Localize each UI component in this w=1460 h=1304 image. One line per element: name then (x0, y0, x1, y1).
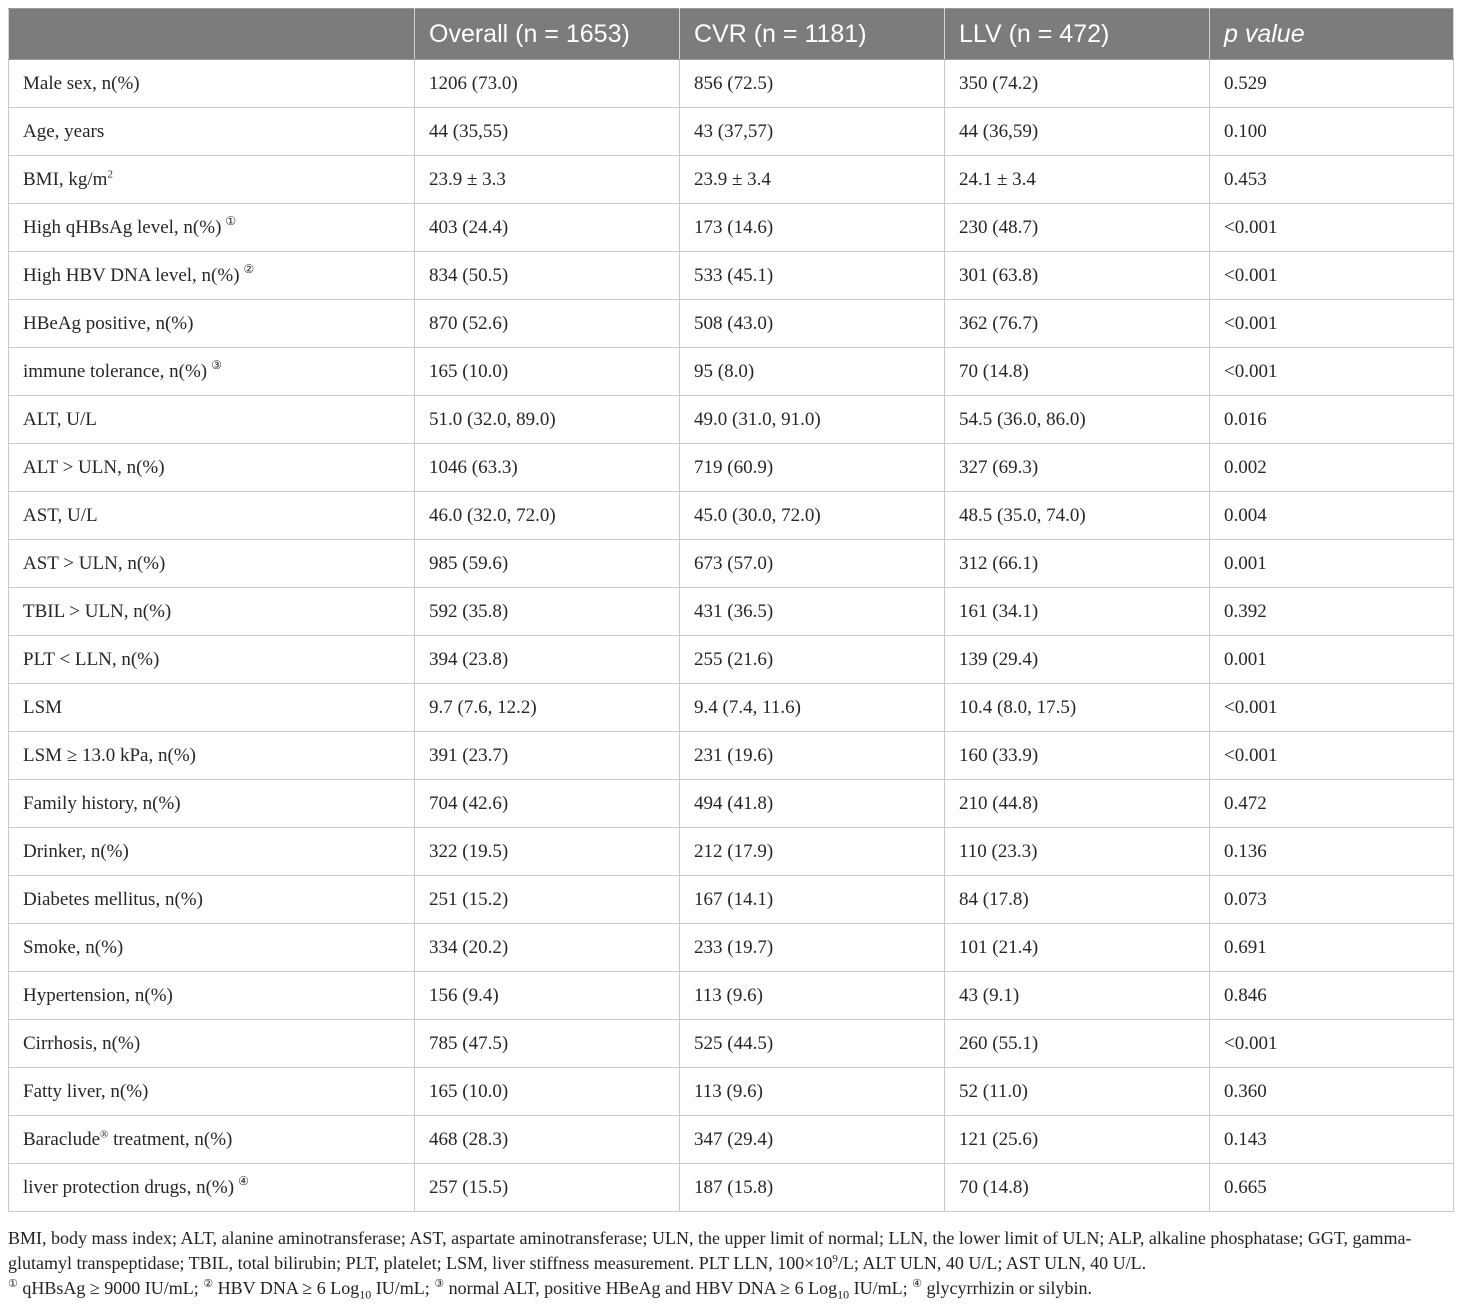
row-label-text: Hypertension, n(%) (23, 984, 173, 1006)
footnote-marker: ③ (211, 358, 222, 373)
row-label (9, 252, 415, 300)
cell-cvr: 113 (9.6) (680, 1068, 945, 1116)
cell-cvr: 233 (19.7) (680, 924, 945, 972)
table-row (9, 1164, 1454, 1212)
header-variable (9, 9, 415, 60)
cell-p-value: 0.691 (1210, 924, 1454, 972)
table-row (9, 636, 1454, 684)
cell-p-value: <0.001 (1210, 300, 1454, 348)
cell-p-value: 0.001 (1210, 540, 1454, 588)
cell-cvr: 187 (15.8) (680, 1164, 945, 1212)
cell-p-value: 0.100 (1210, 108, 1454, 156)
row-label-superscript: ® (100, 1128, 109, 1141)
footnote-marker-3: ③ (434, 1278, 445, 1290)
header-p-value: p value (1210, 9, 1454, 60)
row-label-text: HBeAg positive, n(%) (23, 312, 194, 334)
cell-cvr: 43 (37,57) (680, 108, 945, 156)
cell-overall: 257 (15.5) (415, 1164, 680, 1212)
cell-p-value: 0.529 (1210, 60, 1454, 108)
row-label-text: liver protection drugs, n(%) (23, 1176, 235, 1198)
row-label (9, 636, 415, 684)
baseline-characteristics-table-container (8, 8, 1453, 1212)
table-row (9, 252, 1454, 300)
footnote-text-2-end: IU/mL; (371, 1278, 435, 1298)
table-row (9, 540, 1454, 588)
cell-overall: 46.0 (32.0, 72.0) (415, 492, 680, 540)
cell-llv: 43 (9.1) (945, 972, 1210, 1020)
cell-cvr: 212 (17.9) (680, 828, 945, 876)
footnote-marker: ② (243, 262, 255, 277)
cell-p-value: <0.001 (1210, 204, 1454, 252)
header-overall: Overall (n = 1653) (415, 9, 680, 60)
table-row (9, 108, 1454, 156)
cell-overall: 1046 (63.3) (415, 444, 680, 492)
table-row (9, 348, 1454, 396)
table-row (9, 876, 1454, 924)
marker-definitions-note (8, 1276, 1453, 1301)
row-label-text: Baraclude (23, 1128, 101, 1150)
row-label (9, 156, 415, 204)
row-label-text: AST, U/L (23, 504, 98, 526)
cell-p-value: <0.001 (1210, 348, 1454, 396)
cell-overall: 165 (10.0) (415, 1068, 680, 1116)
table-row (9, 972, 1454, 1020)
table-row (9, 396, 1454, 444)
cell-p-value: 0.002 (1210, 444, 1454, 492)
table-row (9, 1068, 1454, 1116)
cell-p-value: 0.143 (1210, 1116, 1454, 1164)
header-cvr: CVR (n = 1181) (680, 9, 945, 60)
row-label (9, 1116, 415, 1164)
cell-p-value: <0.001 (1210, 732, 1454, 780)
abbreviations-text: BMI, body mass index; ALT, alanine aminotransferase; AST, aspartate aminotransferase; ULN, the upper limit of normal; LLN, the lower limit of ULN; ALP, alkaline phosphatase; GGT, gamma-glutamyl transpeptidase; TBIL, total bilirubin; PLT, platelet; LSM, liver stiffness measurement. PLT LLN, 100×10 (8, 1228, 1412, 1273)
exponent: 9 (832, 1253, 838, 1265)
cell-p-value: 0.392 (1210, 588, 1454, 636)
cell-llv: 70 (14.8) (945, 1164, 1210, 1212)
row-label-text: ALT, U/L (23, 408, 97, 430)
cell-overall: 394 (23.8) (415, 636, 680, 684)
row-label-text: Family history, n(%) (23, 792, 181, 814)
cell-p-value: 0.360 (1210, 1068, 1454, 1116)
row-label-text: Drinker, n(%) (23, 840, 129, 862)
table-row (9, 60, 1454, 108)
row-label (9, 1020, 415, 1068)
cell-cvr: 23.9 ± 3.4 (680, 156, 945, 204)
cell-llv: 101 (21.4) (945, 924, 1210, 972)
cell-llv: 52 (11.0) (945, 1068, 1210, 1116)
abbreviations-text-end: /L; ALT ULN, 40 U/L; AST ULN, 40 U/L. (837, 1253, 1147, 1273)
cell-llv: 24.1 ± 3.4 (945, 156, 1210, 204)
table-header-row (9, 9, 1454, 60)
cell-overall: 985 (59.6) (415, 540, 680, 588)
cell-overall: 592 (35.8) (415, 588, 680, 636)
cell-overall: 870 (52.6) (415, 300, 680, 348)
cell-llv: 84 (17.8) (945, 876, 1210, 924)
log-subscript: 10 (837, 1287, 850, 1302)
row-label (9, 396, 415, 444)
cell-llv: 161 (34.1) (945, 588, 1210, 636)
row-label (9, 828, 415, 876)
row-label (9, 60, 415, 108)
row-label-text-tail: treatment, n(%) (108, 1128, 233, 1150)
row-label-text: LSM (23, 696, 63, 718)
table-row (9, 1116, 1454, 1164)
cell-p-value: 0.846 (1210, 972, 1454, 1020)
cell-cvr: 167 (14.1) (680, 876, 945, 924)
cell-llv: 362 (76.7) (945, 300, 1210, 348)
footnote-text-4: glycyrrhizin or silybin. (921, 1278, 1092, 1298)
row-label (9, 1164, 415, 1212)
row-label (9, 492, 415, 540)
table-row (9, 1020, 1454, 1068)
cell-overall: 403 (24.4) (415, 204, 680, 252)
row-label (9, 684, 415, 732)
cell-cvr: 719 (60.9) (680, 444, 945, 492)
footnote-text-3: normal ALT, positive HBeAg and HBV DNA ≥ 6 Log (444, 1278, 838, 1298)
row-label (9, 588, 415, 636)
table-row (9, 780, 1454, 828)
cell-cvr: 49.0 (31.0, 91.0) (680, 396, 945, 444)
cell-overall: 704 (42.6) (415, 780, 680, 828)
row-label-text: Smoke, n(%) (23, 936, 124, 958)
cell-p-value: 0.016 (1210, 396, 1454, 444)
footnote-marker-4: ④ (912, 1278, 922, 1290)
row-label-text: Male sex, n(%) (23, 72, 140, 94)
cell-overall: 156 (9.4) (415, 972, 680, 1020)
table-row (9, 828, 1454, 876)
cell-cvr: 173 (14.6) (680, 204, 945, 252)
cell-llv: 260 (55.1) (945, 1020, 1210, 1068)
cell-overall: 785 (47.5) (415, 1020, 680, 1068)
row-label-text: Fatty liver, n(%) (23, 1080, 149, 1102)
cell-p-value: 0.453 (1210, 156, 1454, 204)
table-footnotes (8, 1226, 1453, 1301)
cell-p-value: 0.665 (1210, 1164, 1454, 1212)
row-label-text: High qHBsAg level, n(%) (23, 216, 222, 238)
table-row (9, 300, 1454, 348)
cell-cvr: 431 (36.5) (680, 588, 945, 636)
row-label-text: PLT < LLN, n(%) (23, 648, 160, 670)
cell-llv: 210 (44.8) (945, 780, 1210, 828)
cell-cvr: 494 (41.8) (680, 780, 945, 828)
cell-llv: 160 (33.9) (945, 732, 1210, 780)
cell-llv: 312 (66.1) (945, 540, 1210, 588)
cell-p-value: 0.001 (1210, 636, 1454, 684)
row-label-text: TBIL > ULN, n(%) (23, 600, 172, 622)
cell-cvr: 347 (29.4) (680, 1116, 945, 1164)
table-row (9, 684, 1454, 732)
footnote-marker: ① (225, 214, 237, 229)
cell-p-value: <0.001 (1210, 252, 1454, 300)
cell-overall: 9.7 (7.6, 12.2) (415, 684, 680, 732)
row-label-text: Age, years (23, 120, 105, 142)
cell-overall: 165 (10.0) (415, 348, 680, 396)
row-label (9, 108, 415, 156)
cell-overall: 23.9 ± 3.3 (415, 156, 680, 204)
cell-llv: 44 (36,59) (945, 108, 1210, 156)
row-label (9, 876, 415, 924)
row-label-text: immune tolerance, n(%) (23, 360, 208, 382)
cell-cvr: 508 (43.0) (680, 300, 945, 348)
row-label-text: AST > ULN, n(%) (23, 552, 166, 574)
cell-llv: 301 (63.8) (945, 252, 1210, 300)
row-label (9, 348, 415, 396)
cell-cvr: 9.4 (7.4, 11.6) (680, 684, 945, 732)
cell-overall: 44 (35,55) (415, 108, 680, 156)
row-label (9, 732, 415, 780)
cell-overall: 468 (28.3) (415, 1116, 680, 1164)
cell-cvr: 673 (57.0) (680, 540, 945, 588)
cell-p-value: <0.001 (1210, 684, 1454, 732)
cell-llv: 54.5 (36.0, 86.0) (945, 396, 1210, 444)
cell-cvr: 95 (8.0) (680, 348, 945, 396)
row-label (9, 540, 415, 588)
row-label (9, 204, 415, 252)
cell-cvr: 533 (45.1) (680, 252, 945, 300)
cell-llv: 110 (23.3) (945, 828, 1210, 876)
cell-overall: 391 (23.7) (415, 732, 680, 780)
cell-llv: 10.4 (8.0, 17.5) (945, 684, 1210, 732)
cell-p-value: 0.472 (1210, 780, 1454, 828)
footnote-text-2: HBV DNA ≥ 6 Log (213, 1278, 360, 1298)
cell-llv: 139 (29.4) (945, 636, 1210, 684)
header-llv: LLV (n = 472) (945, 9, 1210, 60)
table-row (9, 924, 1454, 972)
abbreviations-note (8, 1226, 1453, 1276)
row-label-text: LSM ≥ 13.0 kPa, n(%) (23, 744, 196, 766)
table-row (9, 156, 1454, 204)
row-label (9, 444, 415, 492)
table-row (9, 588, 1454, 636)
row-label (9, 1068, 415, 1116)
table-row (9, 204, 1454, 252)
cell-p-value: 0.073 (1210, 876, 1454, 924)
table-row (9, 444, 1454, 492)
row-label-superscript: 2 (107, 168, 113, 181)
footnote-marker: ④ (238, 1174, 249, 1189)
row-label-text: ALT > ULN, n(%) (23, 456, 165, 478)
cell-overall: 834 (50.5) (415, 252, 680, 300)
cell-overall: 1206 (73.0) (415, 60, 680, 108)
cell-cvr: 45.0 (30.0, 72.0) (680, 492, 945, 540)
cell-p-value: 0.136 (1210, 828, 1454, 876)
table-row (9, 492, 1454, 540)
cell-llv: 230 (48.7) (945, 204, 1210, 252)
table-row (9, 732, 1454, 780)
cell-llv: 327 (69.3) (945, 444, 1210, 492)
footnote-text-3-end: IU/mL; (849, 1278, 913, 1298)
footnote-marker-1: ① (8, 1278, 18, 1290)
cell-p-value: <0.001 (1210, 1020, 1454, 1068)
table-body (9, 60, 1454, 1212)
cell-llv: 350 (74.2) (945, 60, 1210, 108)
log-subscript: 10 (359, 1287, 372, 1302)
cell-llv: 48.5 (35.0, 74.0) (945, 492, 1210, 540)
row-label (9, 924, 415, 972)
row-label-text: Diabetes mellitus, n(%) (23, 888, 203, 910)
cell-overall: 334 (20.2) (415, 924, 680, 972)
cell-cvr: 856 (72.5) (680, 60, 945, 108)
baseline-characteristics-table (8, 8, 1454, 1212)
cell-overall: 51.0 (32.0, 89.0) (415, 396, 680, 444)
cell-p-value: 0.004 (1210, 492, 1454, 540)
row-label-text: BMI, kg/m (23, 168, 108, 190)
row-label (9, 780, 415, 828)
cell-overall: 322 (19.5) (415, 828, 680, 876)
footnote-marker-2: ② (203, 1278, 214, 1290)
cell-cvr: 525 (44.5) (680, 1020, 945, 1068)
cell-cvr: 231 (19.6) (680, 732, 945, 780)
row-label-text: High HBV DNA level, n(%) (23, 264, 240, 286)
row-label-text: Cirrhosis, n(%) (23, 1032, 141, 1054)
cell-cvr: 255 (21.6) (680, 636, 945, 684)
cell-llv: 121 (25.6) (945, 1116, 1210, 1164)
row-label (9, 300, 415, 348)
row-label (9, 972, 415, 1020)
cell-llv: 70 (14.8) (945, 348, 1210, 396)
footnote-text-1: qHBsAg ≥ 9000 IU/mL; (17, 1278, 204, 1298)
cell-cvr: 113 (9.6) (680, 972, 945, 1020)
cell-overall: 251 (15.2) (415, 876, 680, 924)
